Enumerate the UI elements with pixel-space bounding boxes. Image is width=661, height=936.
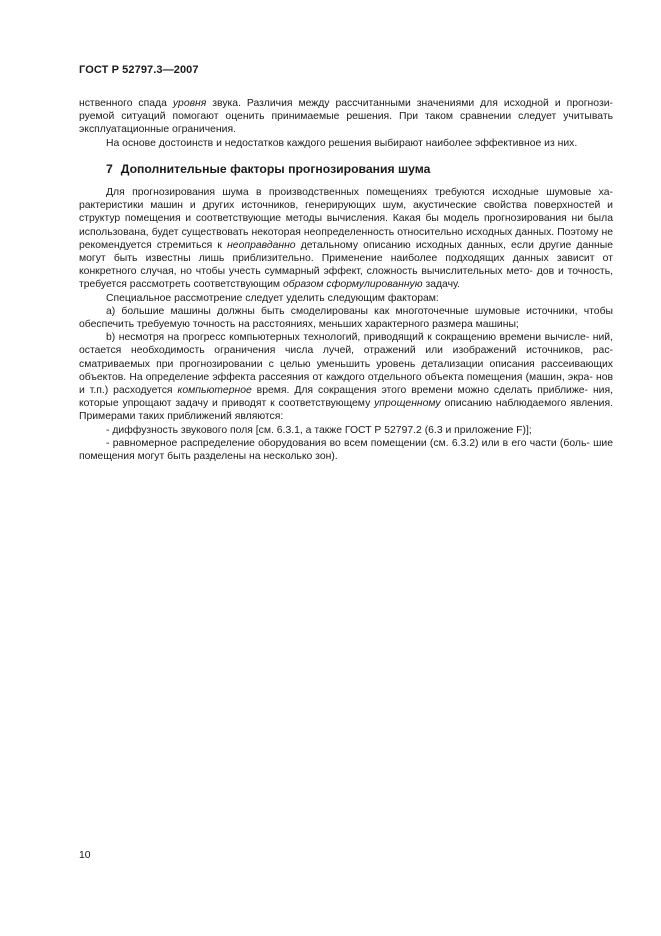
- text-run: b) несмотря на прогресс компьютерных технологий, приводящий к сокращению времени вычисле- ний, остается необходимость ограничения числа лучей, отражений или изображений источников, рас- сматриваемых при прогнозировании с целью уменьшить уровень детализации описания рассеивающих объектов. На определение эффекта рассеяния от каждого отдельного объекта помещения (машин, экра- нов и т.п.) расходуется: [79, 332, 613, 397]
- text-run: время. Для сокращения этого времени можно сделать приближе- ния, которые упрощают задачу и приводят к соответствующему: [79, 385, 613, 410]
- section-heading: [106, 163, 613, 176]
- paragraph-requirements: [79, 186, 613, 292]
- italic-text: образом сформулированную: [282, 279, 423, 291]
- text-run: задачу.: [422, 279, 461, 291]
- italic-text: уровня: [172, 98, 207, 109]
- text-run: нственного спада: [79, 98, 173, 109]
- paragraph-intro: [79, 97, 613, 137]
- text-run: описанию наблюдаемого явления. Примерами таких приближений являются:: [79, 398, 613, 423]
- dash-item-distribution: - равномерное распределение оборудования во всем помещении (см. 6.3.2) или в его части (боль- шие помещения могут быть разделены на несколько зон).: [79, 437, 613, 463]
- paragraph-factors-intro: Специальное рассмотрение следует уделить следующим факторам:: [106, 292, 439, 304]
- text-run: детальному описанию исходных данных, если другие данные могут быть известны лишь приблизительно. Применение наиболее подходящих данных зависит от конкретного случая, но чтобы учесть суммарный эффект, сложность вычислительных мето- дов и точность, требуется рассмотреть соответствующим: [79, 239, 613, 291]
- body-text: [79, 97, 613, 463]
- document-header: ГОСТ Р 52797.3—2007: [79, 64, 199, 76]
- paragraph-conclusion: На основе достоинств и недостатков каждого решения выбирают наиболее эффективное из них.: [106, 137, 578, 149]
- list-item-b: [79, 331, 613, 423]
- section-title: Дополнительные факторы прогнозирования шума: [120, 161, 431, 176]
- italic-text: неоправданно: [227, 239, 296, 251]
- dash-item-diffusion: - диффузность звукового поля [см. 6.3.1, а также ГОСТ Р 52797.2 (6.3 и приложение F)];: [106, 424, 532, 436]
- list-item-a: а) большие машины должны быть смоделированы как многоточечные шумовые источники, чтобы обеспечить требуемую точность на расстояниях, меньших характерного размера машины;: [79, 305, 613, 331]
- italic-text: упрощенному: [374, 398, 441, 410]
- section-number: 7: [106, 161, 113, 176]
- italic-text: компьютерное: [177, 385, 252, 397]
- text-run: Для прогнозирования шума в производственных помещениях требуются исходные шумовые ха- рактеристики машин и других источников, генерирующих шум, акустические свойства поверхностей и структур помещения и соответствующие методы вычисления. Какая бы модель прогнозирования ни была использована, будет существовать некоторая неопределенность относительно исходных данных. Поэтому не рекомендуется стремиться к: [79, 187, 613, 251]
- page-number: 10: [79, 850, 91, 861]
- text-run: звука. Различия между рассчитанными значениями для исходной и прогнози- руемой ситуаций помогают оценить принимаемые решения. При таком сравнении следует учитывать эксплуатационные ограничения.: [79, 98, 613, 136]
